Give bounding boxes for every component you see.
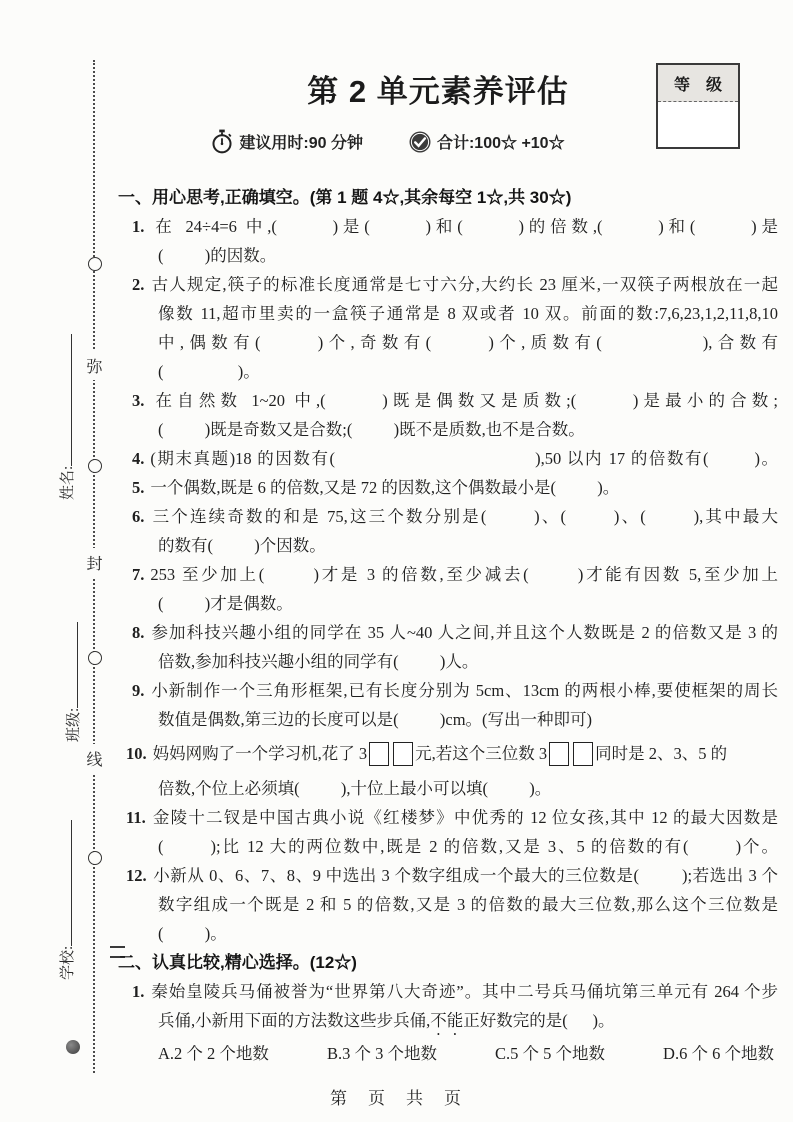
question-text: 小新制作一个三角形框架,已有长度分别为 5cm、13cm 的两根小棒,要使框架的周长 (150, 681, 778, 700)
question-number: 4. (132, 449, 145, 468)
total-score-label: 合计:100☆ +10☆ (436, 135, 565, 152)
question-9 (118, 676, 778, 705)
question-text: (期末真题)18 的因数有( ),50 以内 17 的倍数有( )。 (150, 449, 778, 468)
question-text: 正好数完的是( )。 (463, 1011, 615, 1030)
question-7 (118, 560, 778, 589)
question-number: 8. (132, 623, 145, 642)
question-8 (118, 618, 778, 647)
question-text: 元,若这个三位数 3 (415, 744, 548, 763)
question-2 (118, 270, 778, 299)
blank-box (369, 742, 389, 766)
question-text: 兵俑,小新用下面的方法数这些步兵俑, (158, 1011, 431, 1030)
question-text: 同时是 2、3、5 的 (595, 744, 728, 763)
section-2-heading: 二、认真比较,精心选择。(12☆) (118, 953, 357, 972)
question-7-line-2: ( )才是偶数。 (158, 594, 293, 613)
grade-box-header: 等 级 (658, 65, 738, 102)
question-2-line-3: 中,偶数有( )个,奇数有( )个,质数有( ),合数有 (158, 333, 778, 352)
question-6 (118, 502, 778, 531)
blank-box (393, 742, 413, 766)
question-number: 5. (132, 478, 145, 497)
question-3 (118, 386, 778, 415)
seal-char-xian: 线 (85, 744, 104, 773)
total-score (409, 130, 565, 153)
name-blank-line (57, 334, 72, 466)
student-school-field (57, 820, 79, 980)
publisher-stamp-icon (66, 1040, 80, 1054)
question-text: 小新从 0、6、7、8、9 中选出 3 个数字组成一个最大的三位数是( );若选出 3 个 (152, 866, 778, 885)
section-2-question-1-line-2 (118, 1006, 778, 1039)
question-2-line-4: ( )。 (158, 362, 260, 381)
question-text: 在 24÷4=6 中,( )是( )和( )的倍数,( )和( )是 (150, 217, 778, 236)
question-11 (118, 803, 778, 832)
check-badge-icon (409, 131, 431, 153)
emphasized-text: 不能 (430, 1011, 464, 1030)
question-number: 12. (126, 866, 147, 885)
question-text: 古人规定,筷子的标准长度通常是七寸六分,大约长 23 厘米,一双筷子两根放在一起 (150, 275, 778, 294)
section-1-heading: 一、用心思考,正确填空。(第 1 题 4☆,其余每空 1☆,共 30☆) (118, 188, 572, 207)
question-2-line-2: 像数 11,超市里卖的一盒筷子通常是 8 双或者 10 双。前面的数:7,6,23,1,2,11,8,10 (158, 304, 778, 323)
page-title: 第 2 单元素养评估 (307, 74, 569, 109)
option-d: D.6 个 6 个地数 (663, 1044, 774, 1063)
question-4 (118, 444, 778, 473)
question-6-line-2: 的数有( )个因数。 (158, 536, 326, 555)
seal-circle (88, 851, 102, 865)
stopwatch-icon (211, 129, 233, 154)
question-number: 2. (132, 275, 145, 294)
question-3-line-2: ( )既是奇数又是合数;( )既不是质数,也不是合数。 (158, 420, 585, 439)
question-number: 6. (132, 507, 145, 526)
question-11-line-2: ( );比 12 大的两位数中,既是 2 的倍数,又是 3、5 的倍数的有( )个。 (158, 837, 778, 856)
question-number: 11. (126, 808, 146, 827)
question-10-line-2: 倍数,个位上必须填( ),十位上最小可以填( )。 (158, 779, 552, 798)
seal-circle (88, 651, 102, 665)
question-number: 3. (132, 391, 145, 410)
student-class-field (63, 622, 85, 742)
exam-content (118, 183, 778, 1068)
class-label: 班级: (66, 707, 82, 742)
seal-circle (88, 257, 102, 271)
seal-char-mi: 弥 (85, 351, 104, 380)
option-b: B.3 个 3 个地数 (326, 1044, 437, 1063)
question-12 (118, 861, 778, 890)
option-a: A.2 个 2 个地数 (158, 1044, 269, 1063)
blank-box (573, 742, 593, 766)
question-5 (118, 473, 778, 502)
question-text: 金陵十二钗是中国古典小说《红楼梦》中优秀的 12 位女孩,其中 12 的最大因数是 (151, 808, 778, 827)
name-label: 姓名: (60, 465, 76, 500)
question-text: 参加科技兴趣小组的同学在 35 人~40 人之间,并且这个人数既是 2 的倍数又是 3 的 (150, 623, 778, 642)
question-text: 一个偶数,既是 6 的倍数,又是 72 的因数,这个偶数最小是( )。 (150, 478, 620, 497)
question-number: 7. (132, 565, 145, 584)
suggested-time (211, 129, 363, 154)
page-footer: 第 页 共 页 (330, 1089, 463, 1108)
exam-meta-row (118, 129, 658, 154)
question-9-line-2: 数值是偶数,第三边的长度可以是( )cm。(写出一种即可) (158, 710, 593, 729)
class-blank-line (63, 622, 78, 708)
school-blank-line (57, 820, 72, 946)
question-text: 253 至少加上( )才是 3 的倍数,至少减去( )才能有因数 5,至少加上 (150, 565, 778, 584)
question-8-line-2: 倍数,参加科技兴趣小组的同学有( )人。 (158, 652, 479, 671)
question-text: 三个连续奇数的和是 75,这三个数分别是( )、( )、( ),其中最大 (150, 507, 778, 526)
grade-box (656, 63, 740, 149)
question-12-line-2: 数字组成一个既是 2 和 5 的倍数,又是 3 的倍数的最大三位数,那么这个三位数是 (158, 895, 778, 914)
question-text: 妈妈网购了一个学习机,花了 3 (152, 744, 368, 763)
question-number: 10. (126, 744, 147, 763)
suggested-time-label: 建议用时:90 分钟 (239, 135, 363, 152)
question-number: 1. (132, 217, 145, 236)
section-2-question-1 (118, 977, 778, 1006)
seal-char-feng: 封 (85, 548, 104, 577)
question-number: 9. (132, 681, 145, 700)
choice-options-row (118, 1039, 778, 1068)
question-10 (118, 734, 778, 774)
question-text: 秦始皇陵兵马俑被誉为“世界第八大奇迹”。其中二号兵马俑坑第三单元有 264 个步 (150, 982, 778, 1001)
question-1-line-2: ( )的因数。 (158, 246, 277, 265)
question-text: 在自然数 1~20 中,( )既是偶数又是质数;( )是最小的合数; (150, 391, 778, 410)
seal-circle (88, 459, 102, 473)
student-name-field (57, 334, 79, 500)
question-12-line-3: ( )。 (158, 924, 227, 943)
question-1 (118, 212, 778, 241)
school-label: 学校: (60, 945, 76, 980)
blank-box (549, 742, 569, 766)
option-c: C.5 个 5 个地数 (495, 1044, 606, 1063)
question-number: 1. (132, 982, 145, 1001)
